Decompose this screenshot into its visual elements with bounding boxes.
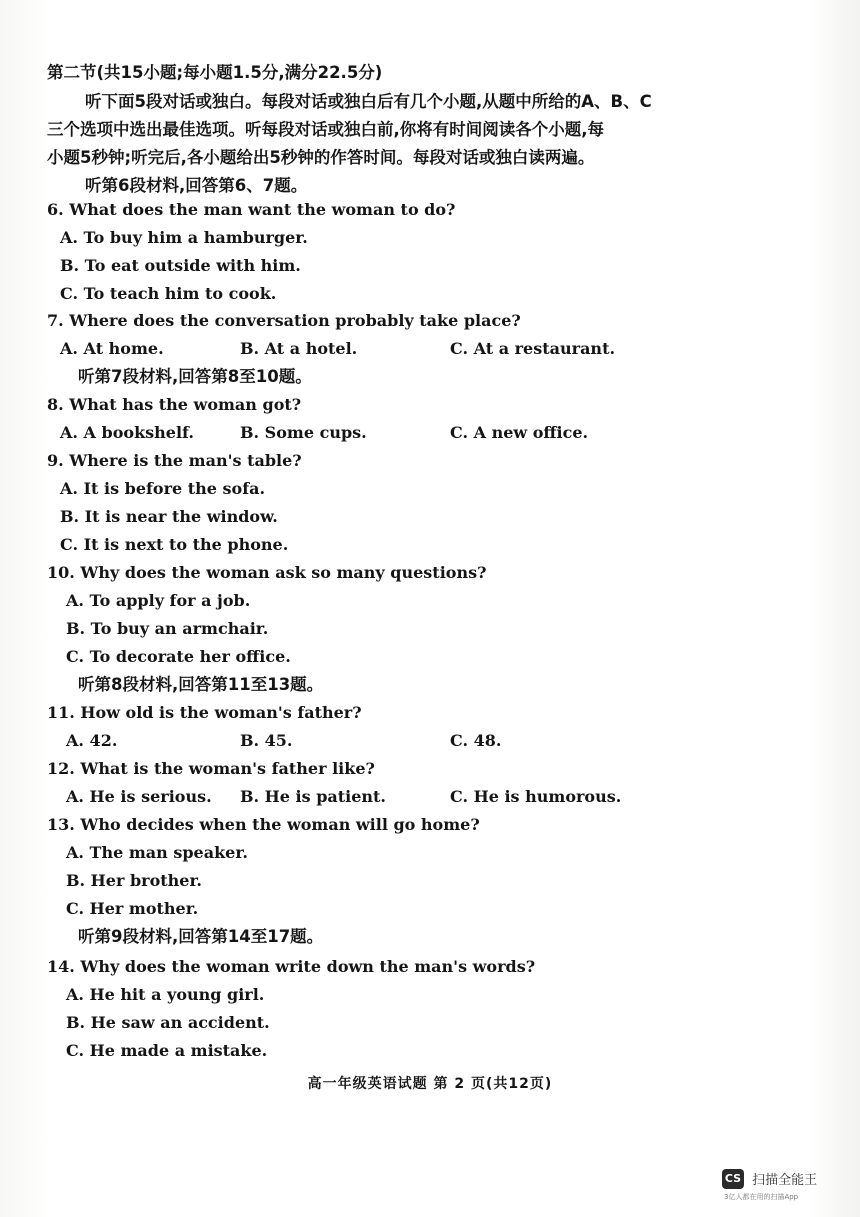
q11-option-c: C. 48. (450, 731, 502, 750)
question-7: 7. Where does the conversation probably take place? (47, 311, 521, 330)
q8-option-b: B. Some cups. (240, 423, 367, 442)
question-10: 10. Why does the woman ask so many questions? (47, 563, 487, 582)
q13-option-c: C. Her mother. (66, 899, 199, 918)
question-12: 12. What is the woman's father like? (47, 759, 375, 778)
q12-option-a: A. He is serious. (66, 787, 212, 806)
q11-option-b: B. 45. (240, 731, 293, 750)
material-8-heading: 听第8段材料,回答第11至13题。 (78, 675, 324, 694)
q9-option-c: C. It is next to the phone. (60, 535, 289, 554)
section-title: 第二节(共15小题;每小题1.5分,满分22.5分) (47, 63, 383, 82)
question-9: 9. Where is the man's table? (47, 451, 302, 470)
q10-option-c: C. To decorate her office. (66, 647, 291, 666)
instruction-line-2: 三个选项中选出最佳选项。听每段对话或独白前,你将有时间阅读各个小题,每 (47, 120, 605, 139)
q9-option-a: A. It is before the sofa. (60, 479, 266, 498)
question-14: 14. Why does the woman write down the man's words? (47, 957, 536, 976)
camscanner-logo-icon: CS (722, 1169, 744, 1189)
material-7-heading: 听第7段材料,回答第8至10题。 (78, 367, 312, 386)
q14-option-b: B. He saw an accident. (66, 1013, 270, 1032)
bleed-through-text (640, 62, 644, 78)
watermark-tagline: 3亿人都在用的扫描App (724, 1192, 799, 1201)
q6-option-c: C. To teach him to cook. (60, 284, 277, 303)
q9-option-b: B. It is near the window. (60, 507, 278, 526)
q12-option-c: C. He is humorous. (450, 787, 622, 806)
scanner-watermark (722, 1168, 842, 1202)
q6-option-a: A. To buy him a hamburger. (60, 228, 308, 247)
q13-option-b: B. Her brother. (66, 871, 202, 890)
q8-option-c: C. A new office. (450, 423, 589, 442)
q12-option-b: B. He is patient. (240, 787, 386, 806)
q8-option-a: A. A bookshelf. (60, 423, 194, 442)
q13-option-a: A. The man speaker. (66, 843, 248, 862)
question-11: 11. How old is the woman's father? (47, 703, 362, 722)
page-footer: 高一年级英语试题 第 2 页(共12页) (307, 1076, 553, 1092)
material-9-heading: 听第9段材料,回答第14至17题。 (78, 927, 324, 946)
watermark-app-name: 扫描全能王 (752, 1173, 818, 1188)
q7-option-b: B. At a hotel. (240, 339, 358, 358)
question-8: 8. What has the woman got? (47, 395, 302, 414)
material-6-heading: 听第6段材料,回答第6、7题。 (85, 176, 308, 195)
instruction-line-1: 听下面5段对话或独白。每段对话或独白后有几个小题,从题中所给的A、B、C (85, 92, 652, 111)
q6-option-b: B. To eat outside with him. (60, 256, 301, 275)
q10-option-b: B. To buy an armchair. (66, 619, 269, 638)
q14-option-c: C. He made a mistake. (66, 1041, 268, 1060)
q14-option-a: A. He hit a young girl. (66, 985, 265, 1004)
q7-option-c: C. At a restaurant. (450, 339, 616, 358)
q10-option-a: A. To apply for a job. (66, 591, 251, 610)
instruction-line-3: 小题5秒钟;听完后,各小题给出5秒钟的作答时间。每段对话或独白读两遍。 (47, 148, 595, 167)
question-13: 13. Who decides when the woman will go home? (47, 815, 480, 834)
q7-option-a: A. At home. (60, 339, 164, 358)
q11-option-a: A. 42. (66, 731, 118, 750)
question-6: 6. What does the man want the woman to do? (47, 200, 456, 219)
